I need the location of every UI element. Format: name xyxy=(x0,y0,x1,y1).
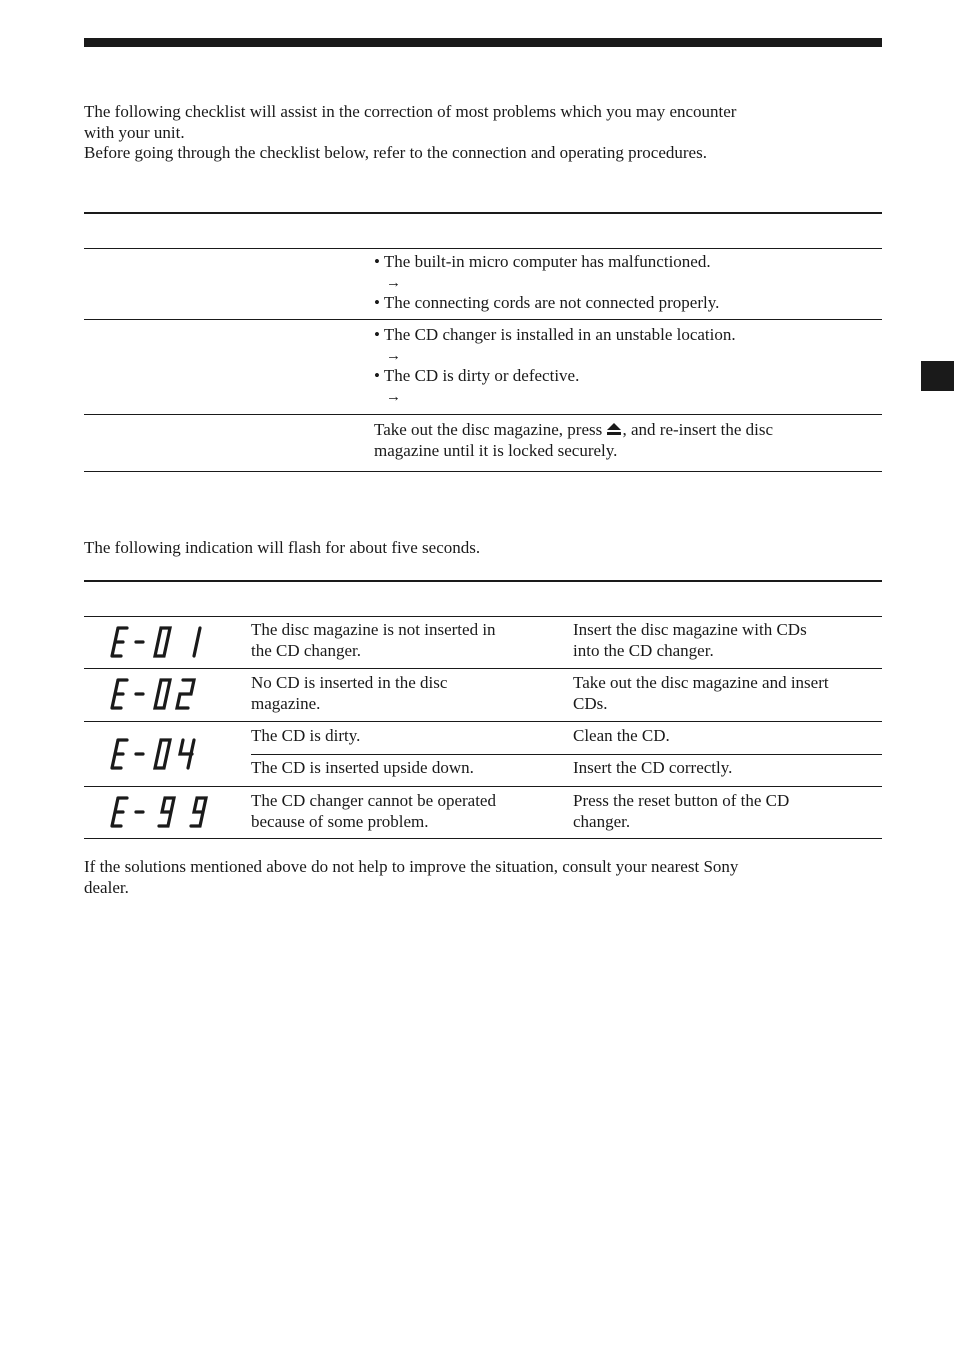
error-table-bottom-rule xyxy=(84,838,882,839)
checklist-row-divider xyxy=(84,319,882,320)
error-solution-line-2: into the CD changer. xyxy=(573,640,714,660)
checklist-row-1-causes xyxy=(374,252,884,314)
error-cause xyxy=(251,726,561,747)
intro-line-3: Before going through the checklist below, refer to the connection and operating procedures. xyxy=(84,143,707,162)
checklist-row-3-solution-line-2: magazine until it is locked securely. xyxy=(374,440,618,460)
error-code-display xyxy=(108,736,208,772)
error-solution-line-1: Press the reset button of the CD xyxy=(573,791,790,810)
footer-line-1: If the solutions mentioned above do not help to improve the situation, consult your nearest Sony xyxy=(84,857,739,876)
checklist-row-1-cause-1: • The built-in micro computer has malfunctioned. xyxy=(374,252,711,271)
error-solution-line-2: CDs. xyxy=(573,693,608,713)
arrow-right-icon: → xyxy=(386,388,401,405)
checklist-row-1-cause-2: • The connecting cords are not connected properly. xyxy=(374,293,720,312)
error-cause xyxy=(251,620,561,661)
error-subrow-divider xyxy=(251,754,882,755)
intro-paragraph xyxy=(84,102,884,164)
footer-line-2: dealer. xyxy=(84,877,129,897)
error-solution xyxy=(573,620,883,661)
error-code-display xyxy=(108,624,208,660)
footer-paragraph xyxy=(84,857,884,898)
arrow-right-icon: → xyxy=(386,274,401,291)
error-solution xyxy=(573,673,883,714)
top-rule-bar xyxy=(84,38,882,47)
checklist-header-rule xyxy=(84,248,882,249)
checklist-row-2-causes xyxy=(374,325,884,407)
error-solution-line-2: changer. xyxy=(573,811,631,831)
error-cause xyxy=(251,758,561,779)
error-solution-line-1: Take out the disc magazine and insert xyxy=(573,673,829,692)
error-cause-line-1: No CD is inserted in the disc xyxy=(251,673,448,692)
checklist-table-bottom-rule xyxy=(84,471,882,472)
checklist-row-2-cause-2: • The CD is dirty or defective. xyxy=(374,366,580,385)
error-cause xyxy=(251,673,561,714)
error-row-divider xyxy=(84,721,882,722)
error-row-divider xyxy=(84,668,882,669)
error-header-rule xyxy=(84,616,882,617)
error-solution xyxy=(573,791,883,832)
error-intro-text: The following indication will flash for about five seconds. xyxy=(84,538,481,557)
checklist-row-2-cause-1: • The CD changer is installed in an unstable location. xyxy=(374,325,736,344)
error-code-display xyxy=(108,676,208,712)
eject-icon xyxy=(606,421,622,435)
error-solution-line-1: Insert the disc magazine with CDs xyxy=(573,620,807,639)
intro-line-2: with your unit. xyxy=(84,122,185,142)
error-cause xyxy=(251,791,561,832)
checklist-row-3-solution-line-1: Take out the disc magazine, press , and re-insert the disc xyxy=(374,420,774,439)
error-solution xyxy=(573,726,883,747)
intro-line-1: The following checklist will assist in the correction of most problems which you may encounter xyxy=(84,102,737,121)
checklist-row-3-solution xyxy=(374,420,884,461)
error-cause-line-1: The CD changer cannot be operated xyxy=(251,791,496,810)
section-tab-marker xyxy=(921,361,954,391)
error-cause-line-1: The disc magazine is not inserted in xyxy=(251,620,496,639)
error-cause-line-2: magazine. xyxy=(251,693,321,713)
checklist-table-top-rule xyxy=(84,212,882,214)
error-cause-line-2: because of some problem. xyxy=(251,811,429,831)
error-cause-line-1: The CD is dirty. xyxy=(251,726,361,745)
error-solution-line-1: Clean the CD. xyxy=(573,726,670,745)
error-solution-line-1: Insert the CD correctly. xyxy=(573,758,733,777)
error-code-display xyxy=(108,794,208,830)
error-cause-line-2: the CD changer. xyxy=(251,640,361,660)
error-table-top-rule xyxy=(84,580,882,582)
checklist-row-divider xyxy=(84,414,882,415)
error-row-divider xyxy=(84,786,882,787)
error-solution xyxy=(573,758,883,779)
arrow-right-icon: → xyxy=(386,347,401,364)
error-cause-line-1: The CD is inserted upside down. xyxy=(251,758,474,777)
